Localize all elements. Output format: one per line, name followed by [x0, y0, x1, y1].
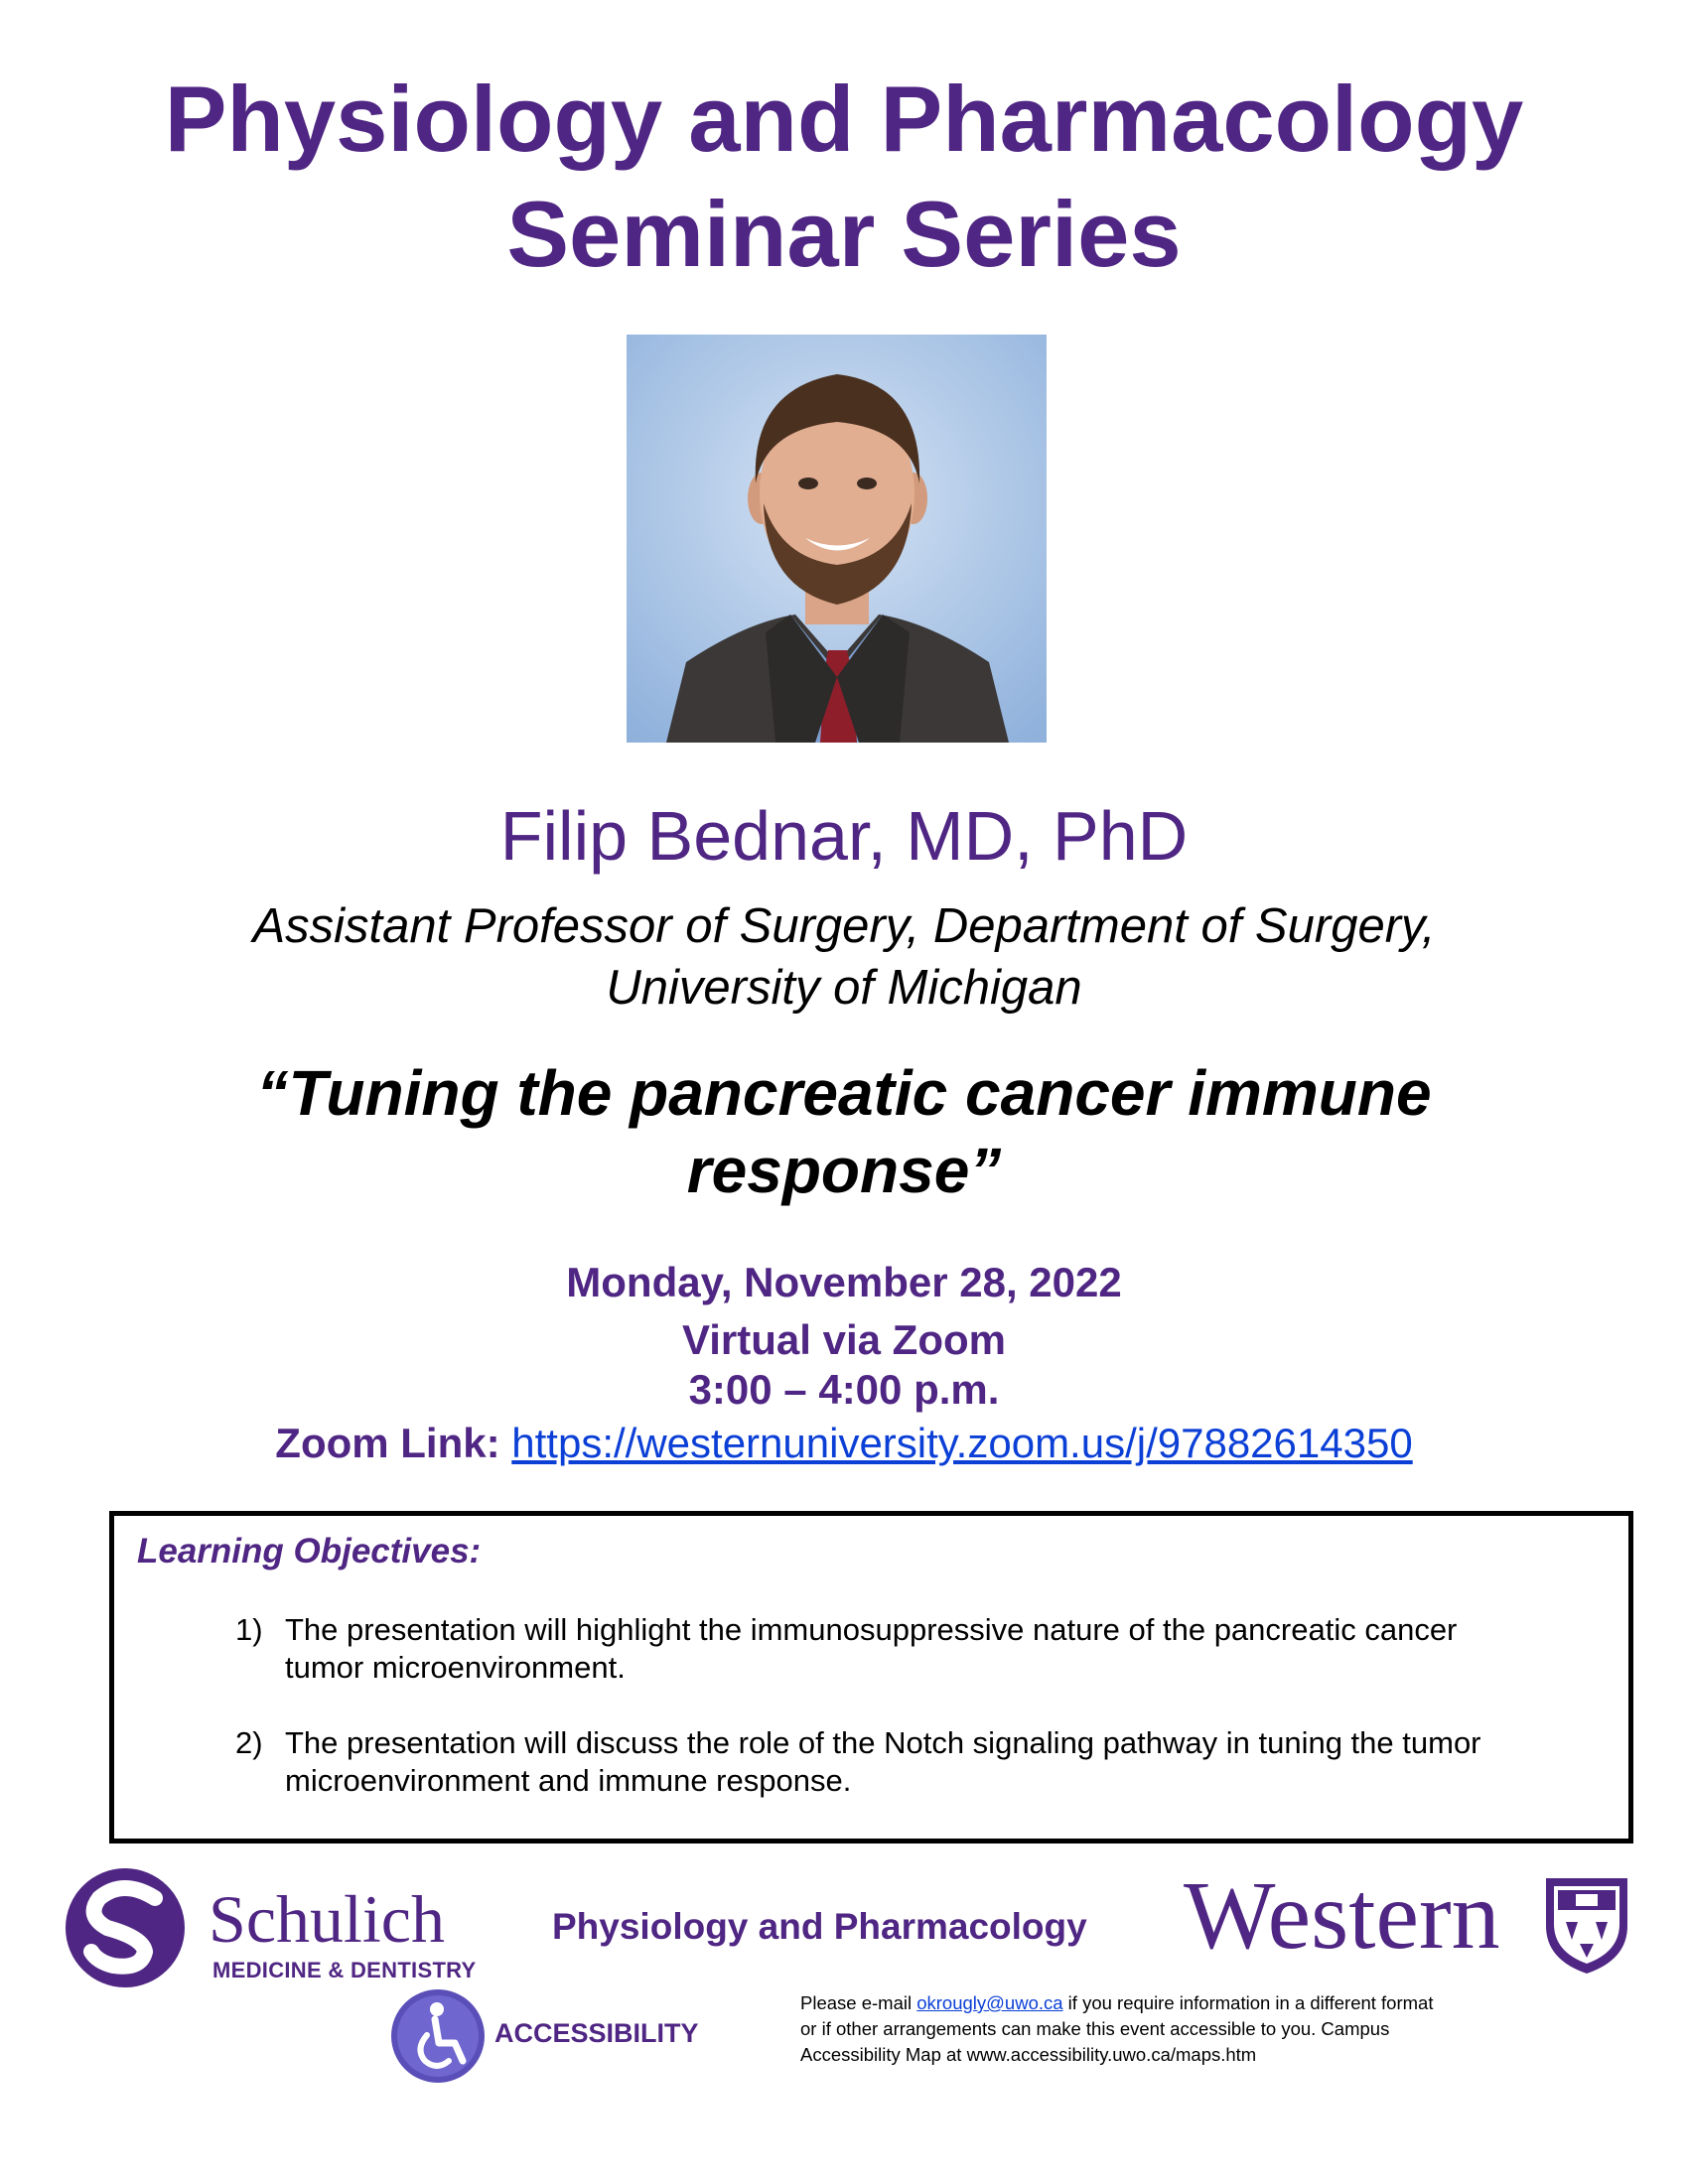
title-line-1: Physiology and Pharmacology: [164, 67, 1524, 171]
schulich-wordmark: Schulich: [209, 1881, 445, 1957]
speaker-name: Filip Bednar, MD, PhD: [499, 797, 1189, 875]
event-time: 3:00 – 4:00 p.m.: [688, 1366, 1000, 1413]
title-line-2: Seminar Series: [506, 182, 1182, 286]
objective-item: [235, 1724, 1596, 1800]
position-line-2: University of Michigan: [606, 961, 1082, 1015]
learning-objectives-heading: Learning Objectives:: [137, 1532, 482, 1570]
accessibility-note-line-2: or if other arrangements can make this event accessible to you. Campus: [800, 2018, 1390, 2039]
department-label: Physiology and Pharmacology: [552, 1906, 1087, 1947]
talk-title-line-1: “Tuning the pancreatic cancer immune: [256, 1057, 1432, 1129]
contact-email-link[interactable]: okrougly@uwo.ca: [916, 1992, 1063, 2013]
zoom-link-row: [0, 1420, 1688, 1467]
talk-title: [0, 1054, 1688, 1209]
accessibility-note-line-3: Accessibility Map at www.accessibility.uwo.ca/maps.htm: [800, 2044, 1257, 2065]
accessibility-icon: [389, 1987, 487, 2085]
objective-line-1: The presentation will highlight the immunosuppressive nature of the pancreatic cancer: [285, 1612, 1458, 1647]
schulich-logo-icon: [64, 1866, 187, 1989]
accessibility-note-line-1: [800, 1990, 1485, 2016]
objective-line-2: microenvironment and immune response.: [285, 1763, 852, 1798]
objective-line-1: The presentation will discuss the role of the Notch signaling pathway in tuning the tumor: [285, 1725, 1481, 1760]
objective-line-2: tumor microenvironment.: [285, 1650, 626, 1685]
talk-title-line-2: response”: [686, 1135, 1002, 1206]
western-wordmark: Western: [1184, 1862, 1500, 1970]
objective-number: 1): [235, 1612, 263, 1647]
event-date: Monday, November 28, 2022: [566, 1259, 1122, 1305]
zoom-link[interactable]: https://westernuniversity.zoom.us/j/97882614350: [511, 1420, 1413, 1466]
objective-item: [235, 1611, 1596, 1687]
speaker-photo: [627, 335, 1047, 743]
accessibility-note: [800, 1990, 1485, 2068]
schulich-subtitle: MEDICINE & DENTISTRY: [212, 1958, 477, 1982]
western-crest-icon: [1542, 1874, 1631, 1976]
event-location: Virtual via Zoom: [682, 1316, 1006, 1363]
learning-objectives-box: [109, 1511, 1633, 1843]
accessibility-label: ACCESSIBILITY: [494, 2018, 699, 2048]
page-title: [0, 62, 1688, 292]
position-line-1: Assistant Professor of Surgery, Department of Surgery,: [252, 899, 1436, 953]
note-prefix: Please e-mail: [800, 1992, 917, 2013]
objective-number: 2): [235, 1725, 263, 1760]
note-suffix: if you require information in a different format: [1062, 1992, 1434, 2013]
zoom-link-label: Zoom Link:: [275, 1420, 500, 1466]
speaker-position: [0, 895, 1688, 1019]
